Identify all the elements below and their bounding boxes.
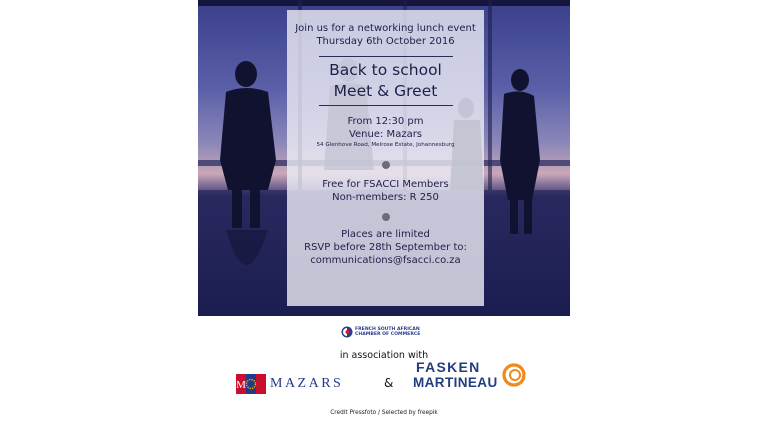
non-members-price: Non-members: R 250 <box>332 192 439 203</box>
mazars-wordmark: MAZARS <box>270 376 344 391</box>
mazars-logo <box>236 374 343 394</box>
event-intro: Join us for a networking lunch event <box>295 23 476 34</box>
fasken-ring-icon <box>501 362 527 388</box>
bullet-dot-icon <box>382 213 390 221</box>
fasken-line1: FASKEN <box>416 359 481 375</box>
mazars-flag-icon <box>236 374 266 394</box>
chamber-name-line2: CHAMBER OF COMMERCE <box>355 332 421 337</box>
free-members-text: Free for FSACCI Members <box>322 179 449 190</box>
fasken-line2: MARTINEAU <box>413 375 498 390</box>
rsvp-email-link[interactable]: communications@fsacci.co.za <box>310 255 461 266</box>
chamber-logo <box>341 326 420 338</box>
ampersand: & <box>384 376 394 390</box>
chamber-emblem-icon <box>341 326 353 338</box>
event-title-line2: Meet & Greet <box>333 82 438 100</box>
fasken-martineau-logo <box>413 360 527 390</box>
rsvp-text: RSVP before 28th September to: <box>304 242 467 253</box>
places-limited-text: Places are limited <box>341 229 430 240</box>
association-text: in association with <box>339 350 429 361</box>
photo-credit: Credit Pressfoto / Selected by freepik <box>330 410 438 416</box>
bullet-dot-icon <box>382 161 390 169</box>
fasken-wordmark <box>413 360 498 390</box>
event-venue: Venue: Mazars <box>348 129 423 140</box>
chamber-name <box>355 327 420 337</box>
event-info-panel <box>287 10 484 306</box>
event-date: Thursday 6th October 2016 <box>316 36 455 47</box>
event-address: 54 Glenhove Road, Melrose Estate, Johannesburg <box>316 142 455 148</box>
svg-text:M: M <box>236 379 246 391</box>
chamber-name-line1: FRENCH SOUTH AFRICAN <box>355 327 420 332</box>
event-title-line1: Back to school <box>329 61 442 79</box>
event-time: From 12:30 pm <box>347 116 424 127</box>
event-flyer <box>198 0 570 432</box>
